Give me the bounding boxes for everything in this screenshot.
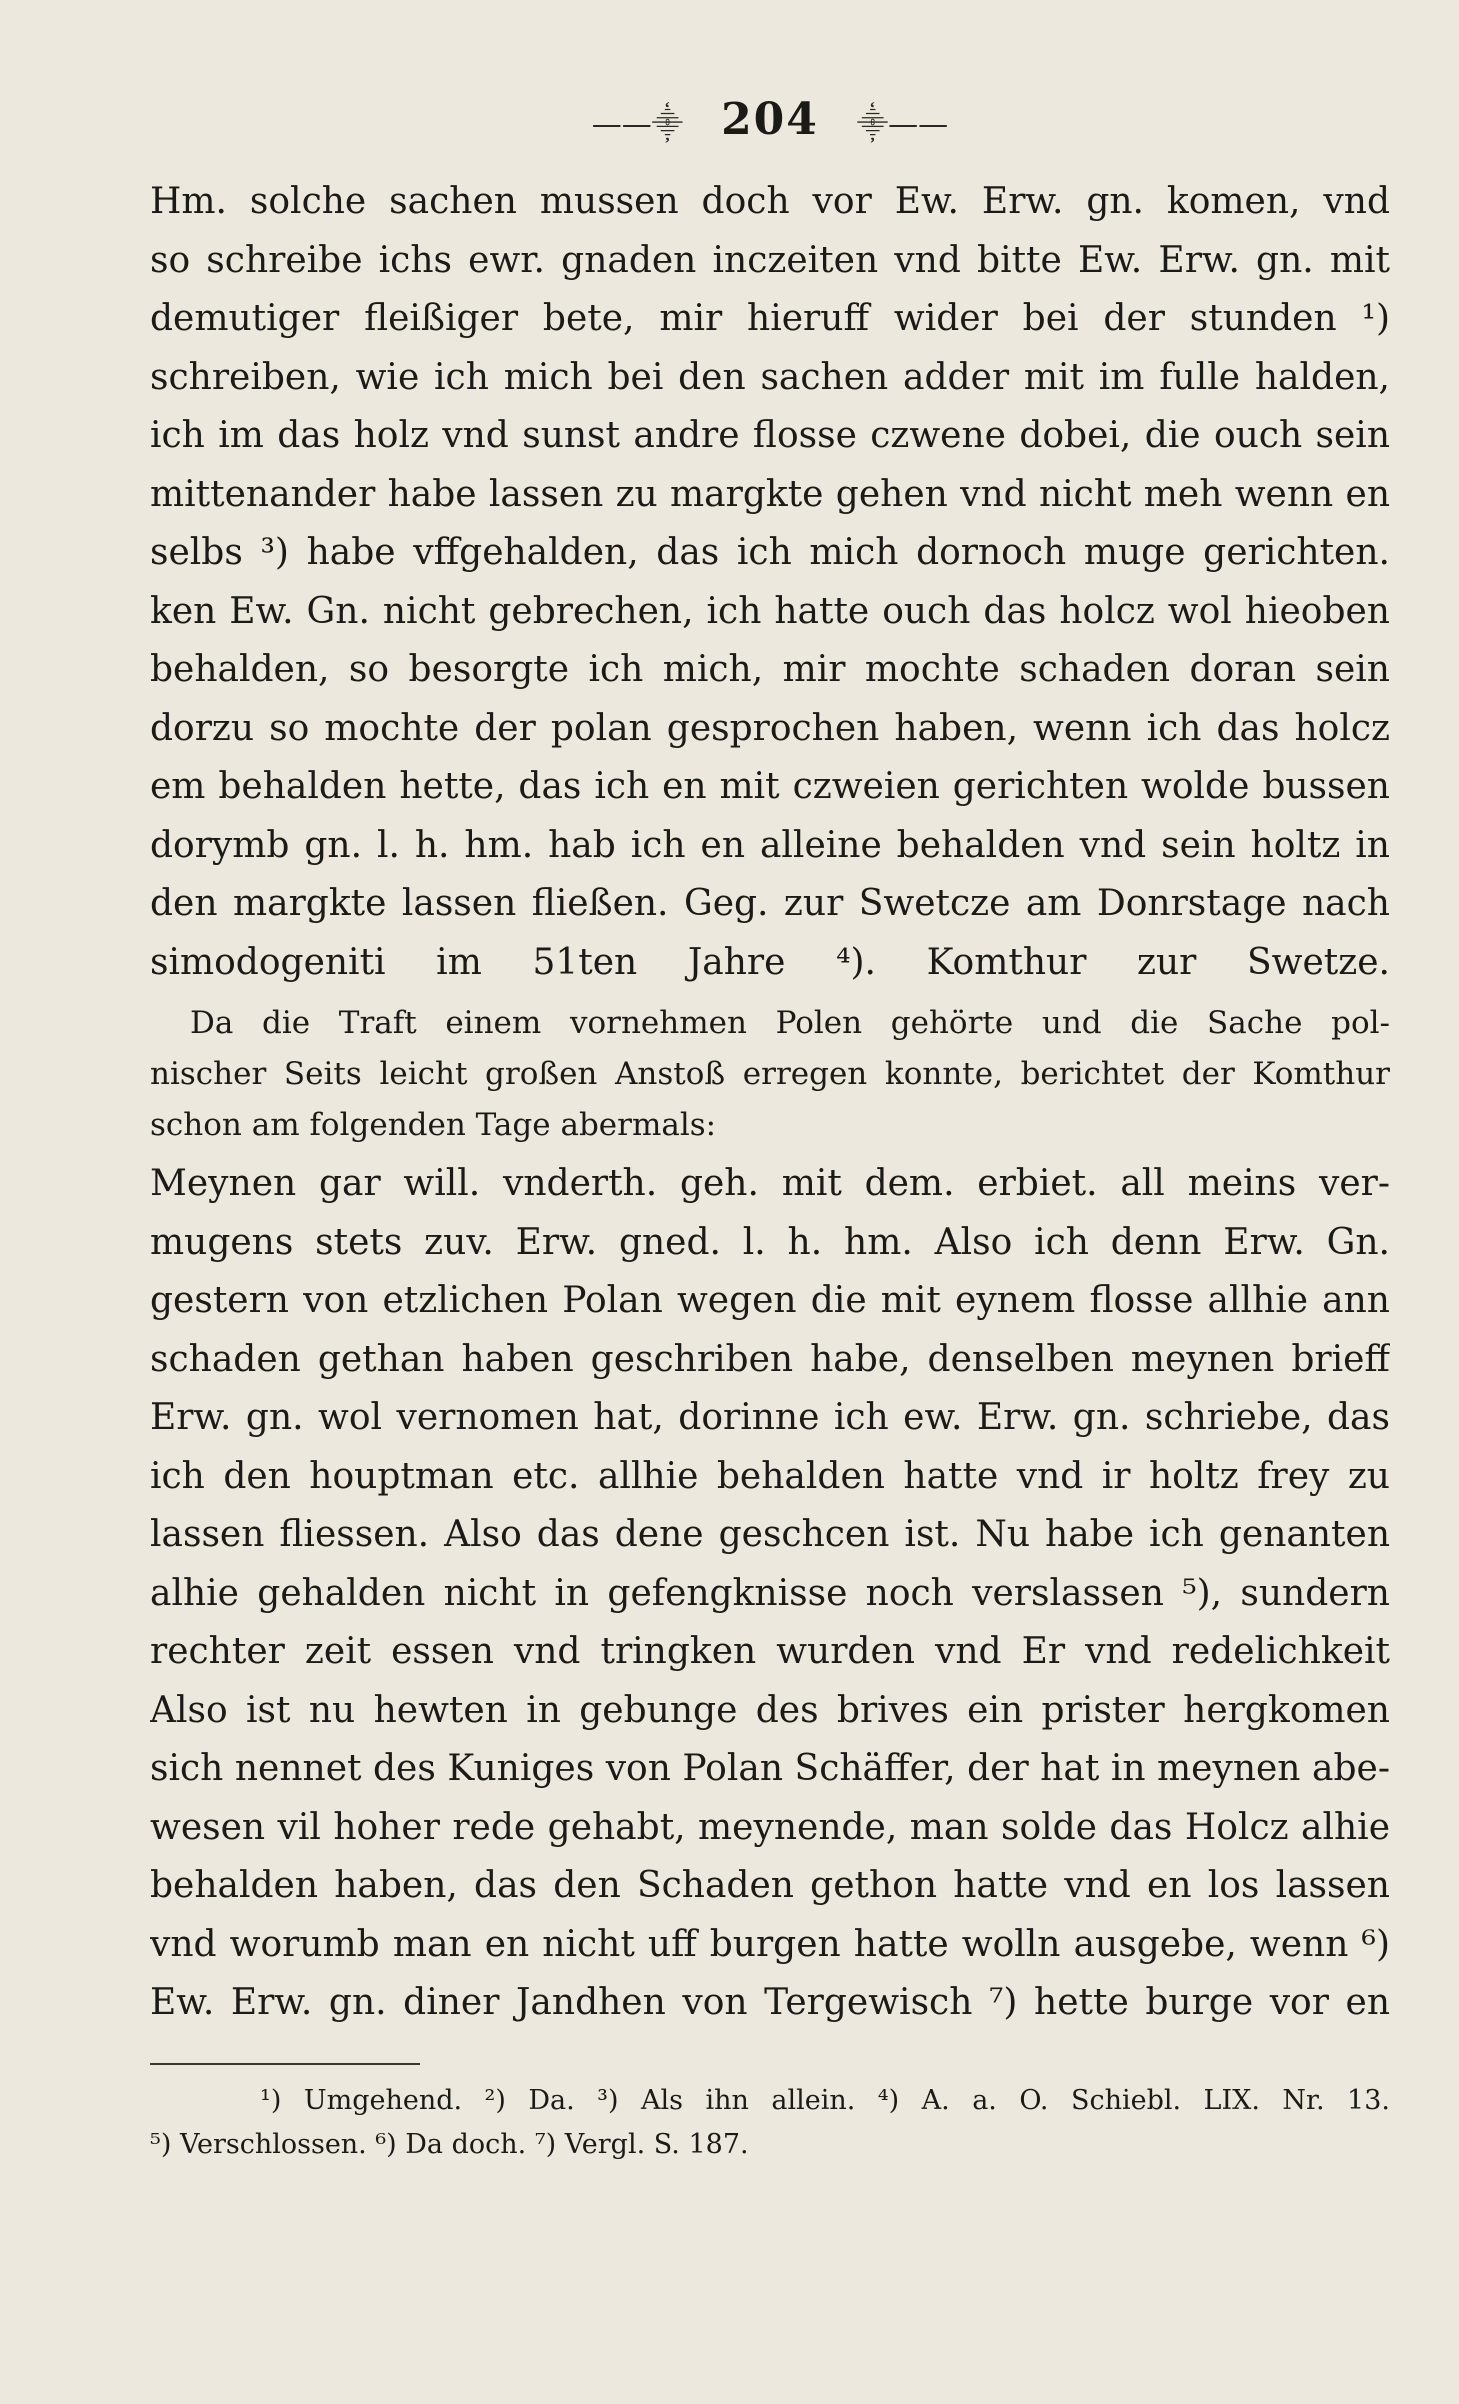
narrative-paragraph bbox=[150, 998, 1390, 1151]
letter2-line: lassen fliessen. Also das dene geschcen ist. Nu habe ich genanten bbox=[150, 1514, 1390, 1555]
footnote-divider bbox=[150, 2063, 420, 2065]
letter2-line: Ew. Erw. gn. diner Jandhen von Tergewisch ⁷) hette burge vor en bbox=[150, 1982, 1390, 2023]
letter1-line: ich im das holz vnd sunst andre flosse czwene dobei, die ouch sein bbox=[150, 415, 1390, 456]
letter2-line: Erw. gn. wol vernomen hat, dorinne ich ew. Erw. gn. schriebe, das bbox=[150, 1397, 1390, 1438]
letter2-line: Meynen gar will. vnderth. geh. mit dem. erbiet. all meins ver- bbox=[150, 1163, 1390, 1204]
header-ornament-left: ——⸎ bbox=[591, 107, 684, 142]
letter2-line: wesen vil hoher rede gehabt, meynende, man solde das Holcz alhie bbox=[150, 1806, 1390, 1848]
letter1-line: dorzu so mochte der polan gesprochen haben, wenn ich das holcz bbox=[150, 707, 1390, 749]
letter1-line: Hm. solche sachen mussen doch vor Ew. Erw. gn. komen, vnd bbox=[150, 181, 1390, 222]
header-ornament-right: ⸎—— bbox=[856, 107, 949, 142]
document-page bbox=[150, 85, 1390, 2167]
letter1-line: dorymb gn. l. h. hm. hab ich en alleine behalden vnd sein holtz in bbox=[150, 824, 1390, 866]
letter2-line: Also ist nu hewten in gebunge des brives ein prister hergkomen bbox=[150, 1689, 1390, 1731]
footnotes-line: ⁵) Verschlossen. ⁶) Da doch. ⁷) Vergl. S. 187. bbox=[150, 2128, 749, 2160]
letter2-line: ich den houptman etc. allhie behalden hatte vnd ir holtz frey zu bbox=[150, 1455, 1390, 1497]
letter2-line: gestern von etzlichen Polan wegen die mit eynem flosse allhie ann bbox=[150, 1280, 1390, 1321]
letter2-line: mugens stets zuv. Erw. gned. l. h. hm. Also ich denn Erw. Gn. bbox=[150, 1221, 1390, 1263]
narration-line: schon am folgenden Tage abermals: bbox=[150, 1107, 717, 1143]
page-header bbox=[150, 85, 1390, 155]
letter2-line: sich nennet des Kuniges von Polan Schäffer, der hat in meynen abe- bbox=[150, 1748, 1390, 1789]
letter1-line: behalden, so besorgte ich mich, mir mochte schaden doran sein bbox=[150, 649, 1390, 690]
letter2-line: alhie gehalden nicht in gefengknisse noch verslassen ⁵), sundern bbox=[150, 1572, 1390, 1614]
footnotes bbox=[150, 2079, 1390, 2167]
letter-block-second bbox=[150, 1155, 1390, 2033]
letter2-line: behalden haben, das den Schaden gethon hatte vnd en los lassen bbox=[150, 1865, 1390, 1906]
letter1-line: em behalden hette, das ich en mit czweien gerichten wolde bussen bbox=[150, 766, 1390, 807]
letter1-line: so schreibe ichs ewr. gnaden inczeiten vnd bitte Ew. Erw. gn. mit bbox=[150, 239, 1390, 281]
letter1-line: selbs ³) habe vffgehalden, das ich mich dornoch muge gerichten. bbox=[150, 532, 1390, 573]
letter1-line: ken Ew. Gn. nicht gebrechen, ich hatte ouch das holcz wol hieoben bbox=[150, 590, 1390, 632]
narration-line: Da die Traft einem vornehmen Polen gehörte und die Sache pol- bbox=[190, 1005, 1390, 1041]
letter1-line: simodogeniti im 51ten Jahre ⁴). Komthur zur Swetze. bbox=[150, 941, 1390, 983]
letter2-line: rechter zeit essen vnd tringken wurden vnd Er vnd redelichkeit bbox=[150, 1631, 1390, 1672]
narration-line: nischer Seits leicht großen Anstoß erregen konnte, berichtet der Komthur bbox=[150, 1056, 1390, 1092]
letter2-line: schaden gethan haben geschriben habe, denselben meynen brieff bbox=[150, 1338, 1390, 1380]
footnotes-line: ¹) Umgehend. ²) Da. ³) Als ihn allein. ⁴) A. a. O. Schiebl. LIX. Nr. 13. bbox=[260, 2084, 1390, 2116]
letter-block-first bbox=[150, 173, 1390, 992]
letter1-line: schreiben, wie ich mich bei den sachen adder mit im fulle halden, bbox=[150, 356, 1390, 398]
letter1-line: den margkte lassen fließen. Geg. zur Swetcze am Donrstage nach bbox=[150, 883, 1390, 924]
letter1-line: mittenander habe lassen zu margkte gehen vnd nicht meh wenn en bbox=[150, 473, 1390, 515]
page-number: 204 bbox=[721, 94, 819, 145]
letter2-line: vnd worumb man en nicht uff burgen hatte wolln ausgebe, wenn ⁶) bbox=[150, 1923, 1390, 1965]
letter1-line: demutiger fleißiger bete, mir hieruff wider bei der stunden ¹) bbox=[150, 298, 1390, 339]
